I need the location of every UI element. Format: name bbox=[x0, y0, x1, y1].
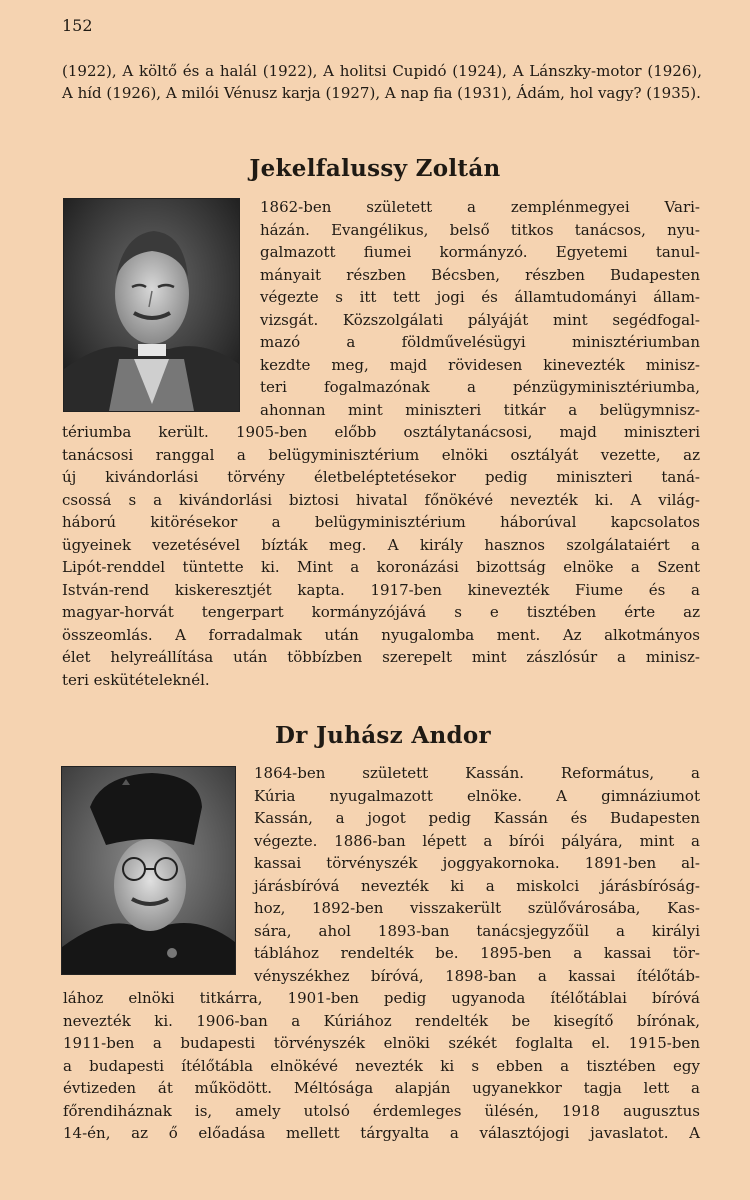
text-line: csossá s a kivándorlási biztosi hivatal főnökévé nevezték ki. A világ- bbox=[62, 490, 700, 509]
text-line: élet helyreállítása után többízben szerepelt mint zászlósúr a minisz- bbox=[62, 648, 700, 666]
text-line: új kivándorlási törvény életbeléptetésekor pedig miniszteri taná- bbox=[62, 468, 700, 486]
text-line: járásbíróvá nevezték ki a miskolci járásbíróság- bbox=[254, 876, 700, 895]
bio-text-full-width-juhasz bbox=[63, 987, 700, 1145]
text-line: háború kitörésekor a belügyminisztérium háborúval kapcsolatos bbox=[62, 513, 700, 531]
text-line: ahonnan mint miniszteri titkár a belügymnisz- bbox=[260, 400, 700, 419]
text-line: teri fogalmazónak a pénzügyminisztériumba, bbox=[260, 378, 700, 396]
text-line: tériumba került. 1905-ben előbb osztálytanácsosi, majd miniszteri bbox=[62, 423, 700, 441]
portrait-image bbox=[62, 767, 235, 974]
text-line: összeomlás. A forradalmak után nyugalomba ment. Az alkotmányos bbox=[62, 625, 700, 644]
text-line: galmazott fiumei kormányzó. Egyetemi tanul- bbox=[260, 243, 700, 261]
text-line: a budapesti ítélőtábla elnökévé nevezték ki s ebben a tisztében egy bbox=[63, 1056, 700, 1075]
text-line: végezte. 1886-ban lépett a bírói pályára, mint a bbox=[254, 831, 700, 850]
bio-text-beside-photo-juhasz bbox=[254, 762, 700, 987]
text-line: 14-én, az ő előadása mellett tárgyalta a választójogi javaslatot. A bbox=[63, 1124, 700, 1142]
text-line: házán. Evangélikus, belső titkos tanácsos, nyu- bbox=[260, 220, 700, 239]
text-line: lához elnöki titkárra, 1901-ben pedig ugyanoda ítélőtáblai bíróvá bbox=[63, 989, 700, 1007]
page-number: 152 bbox=[62, 16, 93, 35]
entry-heading-juhasz: Dr Juhász Andor bbox=[275, 722, 491, 749]
text-line: mazó a földművelésügyi minisztériumban bbox=[260, 333, 700, 351]
text-line: Kúria nyugalmazott elnöke. A gimnáziumot bbox=[254, 786, 700, 805]
text-line: vényszékhez bíróvá, 1898-ban a kassai ítélőtáb- bbox=[254, 966, 700, 985]
text-line: hoz, 1892-ben visszakerült szülővárosába, Kas- bbox=[254, 899, 700, 917]
text-line: 1862-ben született a zemplénmegyei Vari- bbox=[260, 198, 700, 216]
text-line: kassai törvényszék joggyakornoka. 1891-ben al- bbox=[254, 854, 700, 872]
text-line: vizsgát. Közszolgálati pályáját mint segédfogal- bbox=[260, 310, 700, 329]
text-line: nevezték ki. 1906-ban a Kúriához rendelték be kisegítő bírónak, bbox=[63, 1011, 700, 1030]
bio-text-full-width-jekelfalussy bbox=[62, 421, 700, 691]
text-line: ügyeinek vezetésével bízták meg. A király hasznos szolgálataiért a bbox=[62, 535, 700, 554]
text-line: kezdte meg, majd rövidesen kinevezték minisz- bbox=[260, 355, 700, 374]
bio-text-beside-photo-jekelfalussy bbox=[260, 196, 700, 421]
text-line: 1911-ben a budapesti törvényszék elnöki székét foglalta el. 1915-ben bbox=[63, 1034, 700, 1052]
text-line: sára, ahol 1893-ban tanácsjegyzőül a királyi bbox=[254, 921, 700, 940]
text-line: István-rend kiskeresztjét kapta. 1917-ben kinevezték Fiume és a bbox=[62, 580, 700, 599]
portrait-photo-juhasz bbox=[61, 766, 236, 975]
portrait-image bbox=[64, 199, 239, 411]
text-line: évtizeden át működött. Méltósága alapján ugyanekkor tagja lett a bbox=[63, 1079, 700, 1097]
text-line: táblához rendelték be. 1895-ben a kassai tör- bbox=[254, 944, 700, 962]
portrait-photo-jekelfalussy bbox=[63, 198, 240, 412]
text-line: mányait részben Bécsben, részben Budapesten bbox=[260, 265, 700, 284]
text-line: teri eskütételeknél. bbox=[62, 670, 210, 689]
text-line: Lipót-renddel tüntette ki. Mint a koronázási bizottság elnöke a Szent bbox=[62, 558, 700, 576]
text-line: tanácsosi ranggal a belügyminisztérium elnöki osztályát vezette, az bbox=[62, 445, 700, 464]
intro-paragraph: (1922), A költő és a halál (1922), A holitsi Cupidó (1924), A Lánszky-motor (1926), A híd (1926), A milói Vénusz karja (1927), A nap fia (1931), Ádám, hol vagy? (1935). bbox=[62, 62, 702, 102]
text-line: főrendiháznak is, amely utolsó érdemleges ülésén, 1918 augusztus bbox=[63, 1101, 700, 1120]
entry-heading-jekelfalussy: Jekelfalussy Zoltán bbox=[249, 155, 501, 182]
text-line: magyar-horvát tengerpart kormányzójává s e tisztében érte az bbox=[62, 603, 700, 621]
text-line: Kassán, a jogot pedig Kassán és Budapesten bbox=[254, 809, 700, 827]
text-line: 1864-ben született Kassán. Református, a bbox=[254, 764, 700, 782]
text-line: végezte s itt tett jogi és államtudományi állam- bbox=[260, 288, 700, 306]
